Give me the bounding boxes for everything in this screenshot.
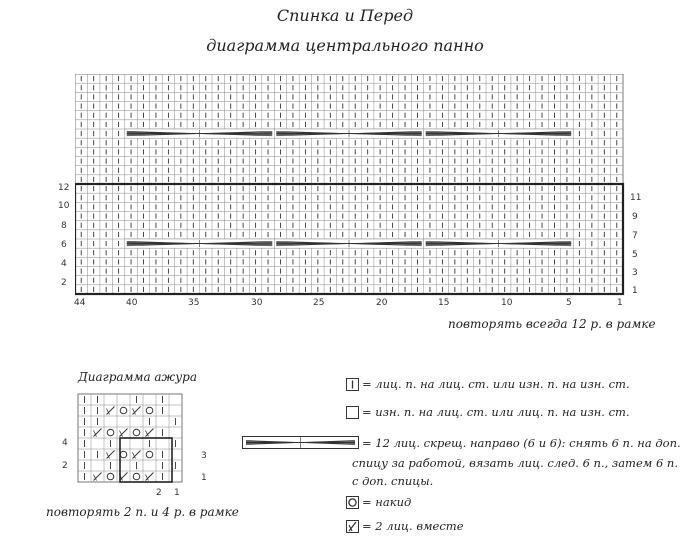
stitch-label: 5 xyxy=(566,298,572,308)
lace-row-label: 3 xyxy=(201,451,207,461)
legend-yo: = накид xyxy=(362,495,412,509)
lace-chart-grid xyxy=(72,391,198,487)
row-label: 2 xyxy=(61,278,67,288)
stitch-label: 20 xyxy=(376,298,388,308)
lace-stitch-label: 1 xyxy=(174,488,180,498)
lace-repeat-note: повторять 2 п. и 4 р. в рамке xyxy=(46,505,239,519)
chart-title: диаграмма центрального панно xyxy=(206,36,484,55)
knit-symbol-icon xyxy=(346,378,360,392)
main-repeat-note: повторять всегда 12 р. в рамке xyxy=(448,317,656,331)
legend-cable-line3: с доп. спицы. xyxy=(352,474,434,488)
row-label: 5 xyxy=(632,250,638,260)
lace-row-label: 1 xyxy=(201,473,207,483)
lace-chart-title: Диаграмма ажура xyxy=(78,370,197,384)
row-label: 7 xyxy=(632,231,638,241)
row-label: 11 xyxy=(630,193,642,203)
lace-row-label: 2 xyxy=(62,461,68,471)
legend-cable-line1: = 12 лиц. скрещ. направо (6 и 6): снять 6 п. на доп. xyxy=(362,436,681,450)
row-label: 10 xyxy=(58,201,70,211)
row-label: 8 xyxy=(61,221,67,231)
row-label: 12 xyxy=(58,183,70,193)
row-label: 4 xyxy=(61,259,67,269)
cable-symbol-icon xyxy=(242,436,360,450)
stitch-label: 1 xyxy=(617,298,623,308)
yarn-over-icon xyxy=(346,496,360,510)
legend-k2tog: = 2 лиц. вместе xyxy=(362,519,464,533)
stitch-label: 30 xyxy=(251,298,263,308)
row-label: 1 xyxy=(632,286,638,296)
lace-stitch-label: 2 xyxy=(156,488,162,498)
page-title: Спинка и Перед xyxy=(276,6,414,25)
legend-cable-line2: спицу за работой, вязать лиц. след. 6 п., затем 6 п. xyxy=(352,456,678,470)
stitch-label: 15 xyxy=(438,298,450,308)
row-label: 3 xyxy=(632,268,638,278)
stitch-label: 25 xyxy=(313,298,325,308)
row-label: 6 xyxy=(61,240,67,250)
stitch-label: 40 xyxy=(126,298,138,308)
lace-row-label: 4 xyxy=(62,438,68,448)
main-chart-grid xyxy=(75,74,627,296)
legend-knit: = лиц. п. на лиц. ст. или изн. п. на изн. ст. xyxy=(362,377,630,391)
knit-two-together-icon xyxy=(346,520,360,534)
stitch-label: 35 xyxy=(188,298,200,308)
legend-purl: = изн. п. на лиц. ст. или лиц. п. на изн. ст. xyxy=(362,405,630,419)
row-label: 9 xyxy=(632,212,638,222)
stitch-label: 10 xyxy=(501,298,513,308)
purl-symbol-icon xyxy=(346,406,360,420)
stitch-label: 44 xyxy=(74,298,86,308)
